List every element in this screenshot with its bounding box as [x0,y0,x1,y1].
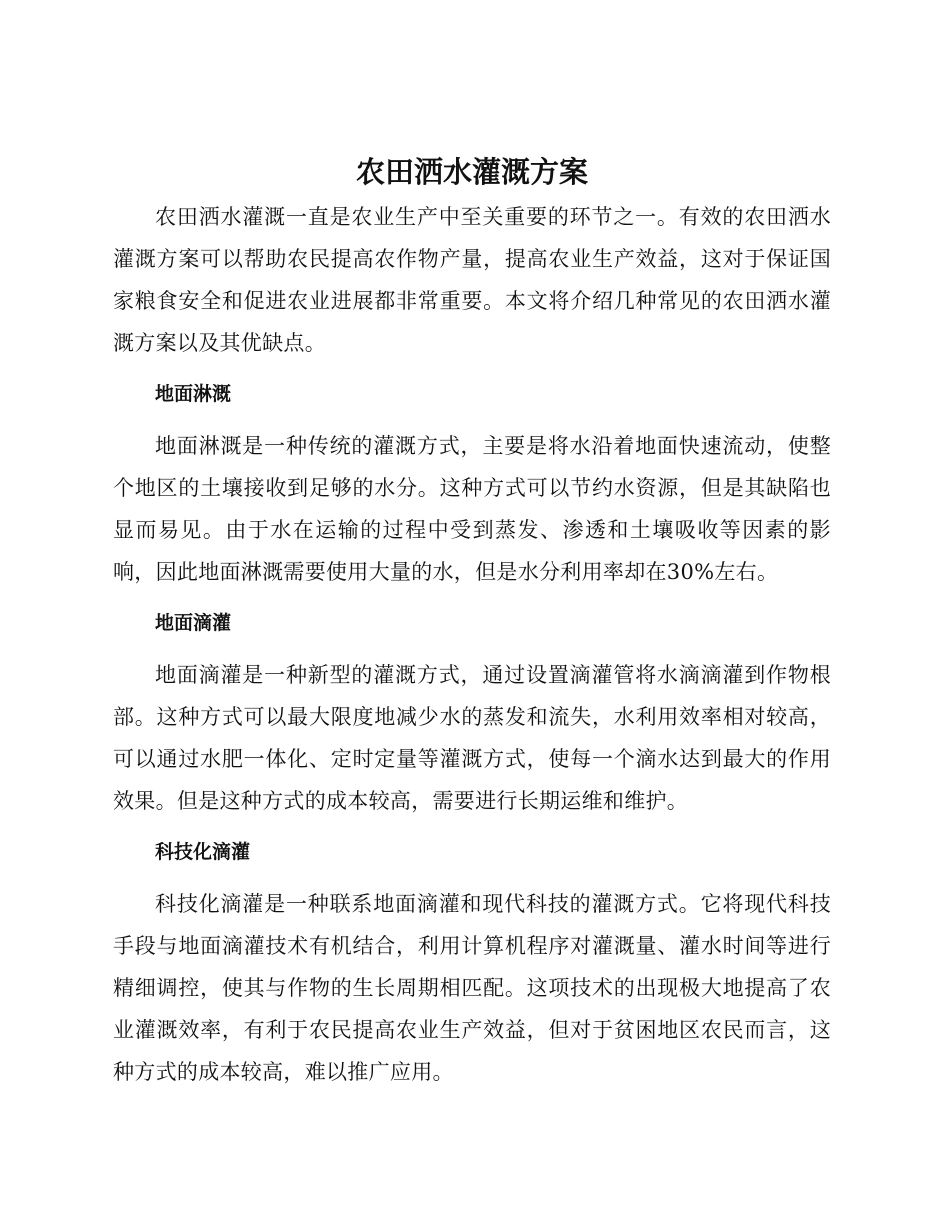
section-heading: 科技化滴灌 [155,841,251,863]
intro-paragraph: 农田洒水灌溉一直是农业生产中至关重要的环节之一。有效的农田洒水灌溉方案可以帮助农民提高农作物产量，提高农业生产效益，这对于保证国家粮食安全和促进农业进展都非常重要。本文将介绍几种常见的农田洒水灌溉方案以及其优缺点。 [113,205,831,355]
document-title: 农田洒水灌溉方案 [355,155,588,189]
section-paragraph: 地面淋溉是一种传统的灌溉方式，主要是将水沿着地面快速流动，使整个地区的土壤接收到足够的水分。这种方式可以节约水资源，但是其缺陷也显而易见。由于水在运输的过程中受到蒸发、渗透和土壤吸收等因素的影响，因此地面淋溉需要使用大量的水，但是水分利用率却在30%左右。 [113,434,831,584]
section-paragraph: 地面滴灌是一种新型的灌溉方式，通过设置滴灌管将水滴滴灌到作物根部。这种方式可以最大限度地减少水的蒸发和流失，水利用效率相对较高，可以通过水肥一体化、定时定量等灌溉方式，使每一个滴水达到最大的作用效果。但是这种方式的成本较高，需要进行长期运维和维护。 [113,663,831,813]
section-surface-irrigation [113,373,831,593]
section-surface-drip [113,602,831,822]
section-paragraph: 科技化滴灌是一种联系地面滴灌和现代科技的灌溉方式。它将现代科技手段与地面滴灌技术有机结合，利用计算机程序对灌溉量、灌水时间等进行精细调控，使其与作物的生长周期相匹配。这项技术的出现极大地提高了农业灌溉效率，有利于农民提高农业生产效益，但对于贫困地区农民而言，这种方式的成本较高，难以推广应用。 [113,892,831,1084]
section-heading: 地面滴灌 [155,612,232,634]
section-heading: 地面淋溉 [155,383,232,405]
section-smart-drip [113,831,831,1093]
document-body [113,150,831,1093]
